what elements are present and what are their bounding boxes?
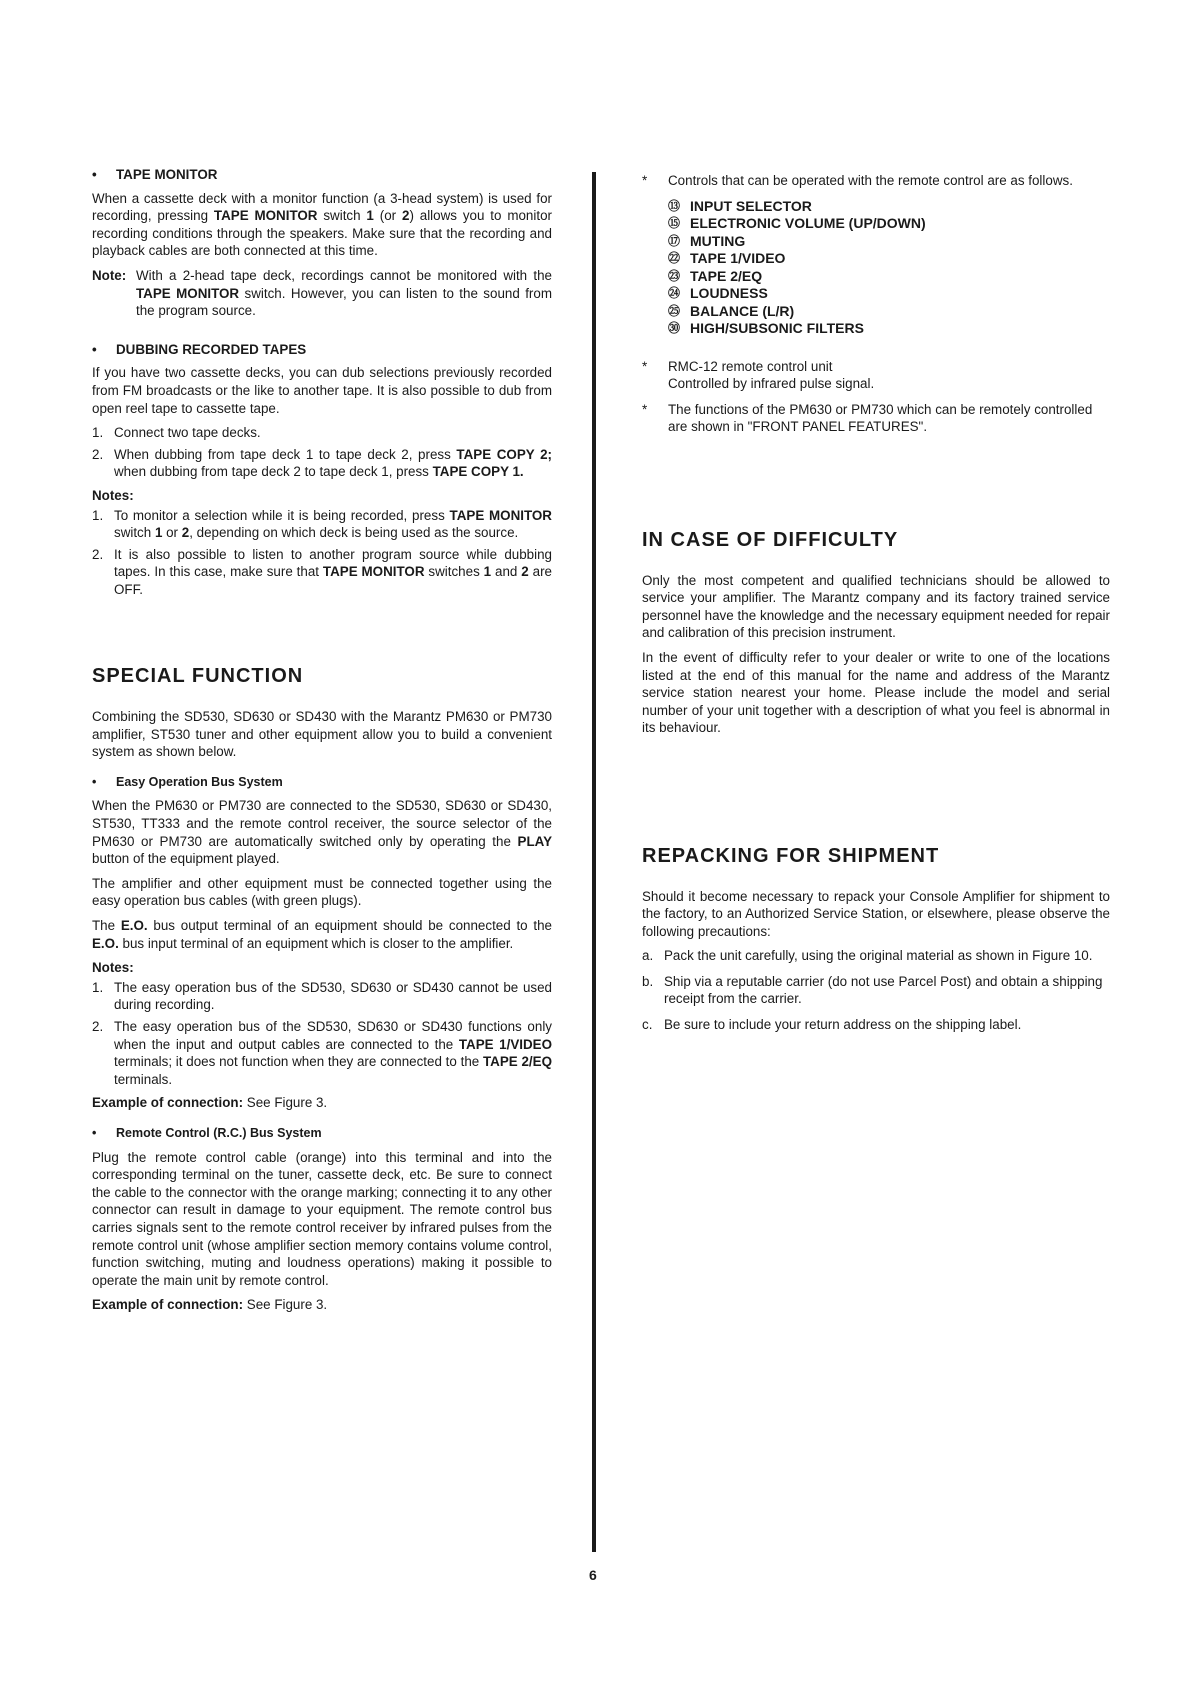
difficulty-title: IN CASE OF DIFFICULTY: [642, 528, 899, 551]
control-label: MUTING: [690, 232, 746, 249]
list-item: 2. When dubbing from tape deck 1 to tape deck 2, press TAPE COPY 2; when dubbing from tape deck 2 to tape deck 1, press TAPE COPY 1.: [92, 446, 552, 480]
eo-bus-heading: • Easy Operation Bus System: [92, 774, 283, 789]
tape-monitor-heading: • TAPE MONITOR: [92, 167, 218, 182]
list-item: c. Be sure to include your return address on the shipping label.: [642, 1017, 1022, 1033]
control-number: ㉕: [668, 303, 681, 318]
control-number: ㉔: [668, 286, 681, 301]
dubbing-steps: [92, 424, 552, 481]
control-label: TAPE 2/EQ: [690, 267, 763, 284]
control-number: ㉒: [668, 251, 681, 266]
rc-example-connection: Example of connection: See Figure 3.: [92, 1297, 328, 1313]
tape-monitor-note: Note: With a 2-head tape deck, recordings cannot be monitored with the TAPE MONITOR switch. However, you can listen to the sound from the program source.: [92, 267, 552, 319]
difficulty-paragraph-1: Only the most competent and qualified technicians should be allowed to service your amplifier. The Marantz company and its factory trained service personnel have the knowledge and the necessary equipment needed for repair and calibration of this precision instrument.: [642, 572, 1110, 641]
list-item: 1. To monitor a selection while it is being recorded, press TAPE MONITOR switch 1 or 2, depending on which deck is being used as the source.: [92, 507, 552, 541]
list-item: 2. The easy operation bus of the SD530, SD630 or SD430 functions only when the input and output cables are connected to the TAPE 1/VIDEO terminals; it does not function when they are connected to the TAPE 2/EQ terminals.: [92, 1018, 552, 1087]
remote-control-item: [668, 303, 1110, 321]
difficulty-paragraph-2: In the event of difficulty refer to your dealer or write to one of the locations listed at the end of this manual for the name and address of the Marantz service station nearest your home. Please include the model and serial number of your unit together with a description of what you feel is abnormal in its behaviour.: [642, 649, 1110, 736]
remote-control-item: [668, 285, 1110, 303]
functions-note: * The functions of the PM630 or PM730 which can be remotely controlled are shown in "FRONT PANEL FEATURES".: [642, 401, 1093, 435]
dubbing-notes-label: Notes:: [92, 487, 134, 503]
remote-control-item: [668, 268, 1110, 286]
page-number: 6: [589, 1567, 597, 1583]
eo-bus-paragraph-1: When the PM630 or PM730 are connected to the SD530, SD630 or SD430, ST530, TT333 and the remote control receiver, the source selector of the PM630 or PM730 are automatically switched only by operating the PLAY button of the equipment played.: [92, 798, 552, 867]
control-label: BALANCE (L/R): [690, 302, 795, 319]
eo-notes-label: Notes:: [92, 960, 134, 976]
control-label: HIGH/SUBSONIC FILTERS: [690, 320, 864, 337]
remote-control-item: [668, 233, 1110, 251]
column-divider: [592, 172, 596, 1552]
list-item: 2. It is also possible to listen to another program source while dubbing tapes. In this case, make sure that TAPE MONITOR switches 1 and 2 are OFF.: [92, 546, 552, 597]
rc-bus-heading: • Remote Control (R.C.) Bus System: [92, 1125, 322, 1140]
remote-control-item: [668, 320, 1110, 338]
remote-control-item: [668, 250, 1110, 268]
control-label: ELECTRONIC VOLUME (UP/DOWN): [690, 215, 926, 232]
repacking-intro: Should it become necessary to repack your Console Amplifier for shipment to the factory, to an Authorized Service Station, or elsewhere, please observe the following precautions:: [642, 888, 1110, 939]
control-number: ㉓: [668, 268, 681, 283]
eo-bus-paragraph-3: The E.O. bus output terminal of an equipment should be connected to the E.O. bus input terminal of an equipment which is closer to the amplifier.: [92, 918, 552, 951]
control-label: LOUDNESS: [690, 285, 768, 302]
control-label: INPUT SELECTOR: [690, 197, 812, 214]
dubbing-notes: [92, 507, 552, 599]
tape-monitor-paragraph: When a cassette deck with a monitor function (a 3-head system) is used for recording, pressing TAPE MONITOR switch 1 (or 2) allows you to monitor recording conditions through the speakers. Make sure that the recording and playback cables are both connected at this time.: [92, 190, 552, 259]
control-number: ⑬: [668, 198, 681, 213]
dubbing-paragraph: If you have two cassette decks, you can dub selections previously recorded from FM broadcasts or the like to another tape. It is also possible to dub from open reel tape to cassette tape.: [92, 365, 552, 416]
control-label: TAPE 1/VIDEO: [690, 250, 786, 267]
eo-bus-paragraph-2: The amplifier and other equipment must be connected together using the easy operation bus cables (with green plugs).: [92, 875, 552, 909]
remote-control-item: [668, 215, 1110, 233]
control-number: ⑮: [668, 216, 681, 231]
list-item: b. Ship via a reputable carrier (do not use Parcel Post) and obtain a shipping receipt from the carrier.: [642, 973, 1103, 1007]
repacking-title: REPACKING FOR SHIPMENT: [642, 844, 940, 867]
remote-controls-intro: * Controls that can be operated with the remote control are as follows.: [642, 173, 1073, 188]
special-function-intro: Combining the SD530, SD630 or SD430 with the Marantz PM630 or PM730 amplifier, ST530 tuner and other equipment allow you to build a convenient system as shown below.: [92, 709, 552, 760]
list-item: 1. Connect two tape decks.: [92, 425, 261, 441]
special-function-title: SPECIAL FUNCTION: [92, 665, 304, 688]
remote-control-item: [668, 198, 1110, 216]
right-column: [642, 172, 1110, 1042]
rc-bus-paragraph: Plug the remote control cable (orange) into this terminal and into the corresponding terminal on the tuner, cassette deck, etc. Be sure to connect the cable to the connector with the orange marking; connecting it to any other connector can result in damage to your equipment. The remote control bus carries signals sent to the remote control receiver by infrared pulses from the remote control unit (whose amplifier section memory contains volume control, function switching, muting and loudness operations) making it possible to operate the main unit by remote control.: [92, 1149, 552, 1288]
left-column: [92, 166, 552, 1321]
list-item: a. Pack the unit carefully, using the original material as shown in Figure 10.: [642, 948, 1093, 964]
control-number: ㉚: [668, 321, 681, 336]
rmc-note: * RMC-12 remote control unit Controlled by infrared pulse signal.: [642, 358, 875, 392]
repacking-list: [642, 947, 1110, 1033]
remote-controls-list: [668, 198, 1110, 338]
eo-example-connection: Example of connection: See Figure 3.: [92, 1095, 328, 1111]
control-number: ⑰: [668, 233, 681, 248]
dubbing-heading: • DUBBING RECORDED TAPES: [92, 341, 307, 357]
list-item: 1. The easy operation bus of the SD530, SD630 or SD430 cannot be used during recording.: [92, 979, 552, 1013]
eo-notes: [92, 979, 552, 1089]
